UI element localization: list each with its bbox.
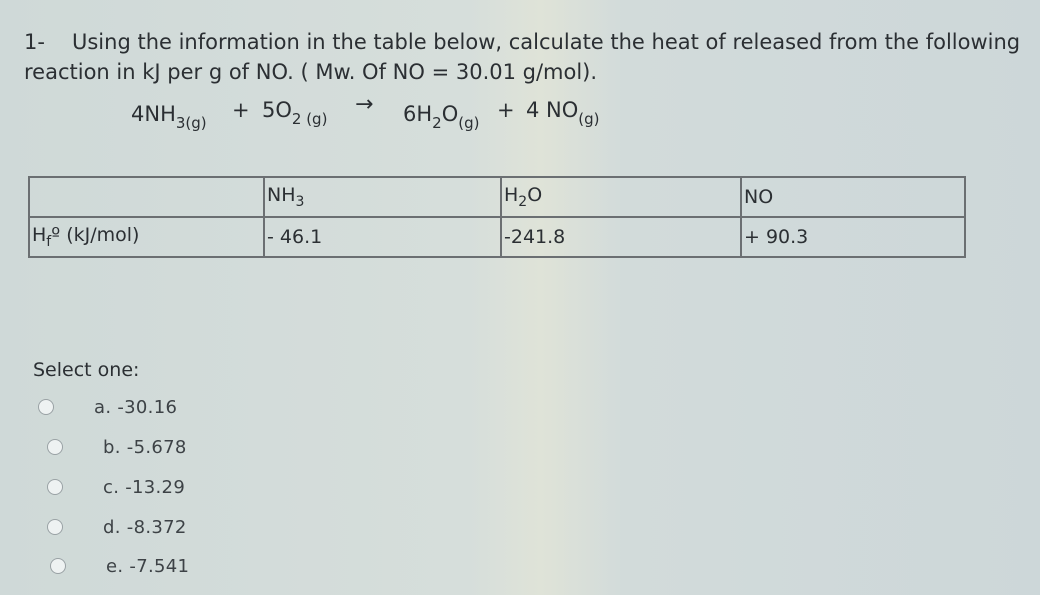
option-d-label: d. -8.372	[103, 516, 187, 538]
product-h2o-subscript: 2	[432, 114, 442, 132]
question-number: 1-	[24, 30, 45, 54]
product-no	[526, 98, 600, 128]
product-h2o-oxygen: O	[441, 102, 459, 126]
option-c[interactable]	[47, 472, 185, 502]
option-e[interactable]	[50, 551, 189, 581]
cell-nh3-value: - 46.1	[264, 217, 501, 257]
option-a-label: a. -30.16	[94, 396, 178, 418]
h2o-label: H	[504, 184, 519, 206]
table-header-empty	[29, 177, 264, 217]
reaction-arrow: →	[355, 92, 374, 117]
enthalpy-table	[28, 176, 966, 258]
reactant-o2	[262, 98, 327, 128]
reaction-equation	[0, 92, 1040, 138]
nh3-subscript: 3	[295, 194, 305, 210]
reactant-o2-subscript: 2 (g)	[291, 110, 328, 128]
product-no-formula: 4 NO	[526, 98, 579, 122]
reactant-nh3	[131, 102, 207, 132]
table-header-nh3	[264, 177, 501, 217]
product-h2o	[403, 102, 479, 132]
table-header-h2o	[501, 177, 741, 217]
radio-button-c[interactable]	[47, 479, 63, 495]
option-d[interactable]	[47, 512, 187, 542]
option-c-label: c. -13.29	[103, 476, 186, 498]
select-one-label: Select one:	[33, 359, 140, 381]
cell-h2o-value: -241.8	[501, 217, 741, 257]
option-b[interactable]	[47, 432, 187, 462]
row-label-main: H	[32, 224, 47, 246]
radio-button-a[interactable]	[38, 399, 54, 415]
option-b-label: b. -5.678	[103, 436, 187, 458]
option-e-label: e. -7.541	[106, 555, 190, 577]
row-label-subscript: f	[46, 234, 52, 250]
h2o-subscript: 2	[518, 194, 528, 210]
h2o-label-tail: O	[527, 184, 543, 206]
radio-button-d[interactable]	[47, 519, 63, 535]
reactant-o2-formula: 5O	[262, 98, 292, 122]
table-header-row	[29, 177, 965, 217]
nh3-label: NH	[267, 184, 296, 206]
row-label-unit: º (kJ/mol)	[51, 224, 140, 246]
cell-no-value: + 90.3	[741, 217, 965, 257]
reactant-nh3-formula: 4NH	[131, 102, 176, 126]
question-line-1-text: Using the information in the table below, calculate the heat of released from the following	[72, 30, 1021, 54]
reactant-nh3-subscript: 3(g)	[175, 114, 207, 132]
question-text	[24, 27, 1024, 87]
product-no-subscript: (g)	[578, 110, 600, 128]
radio-button-e[interactable]	[50, 558, 66, 574]
product-h2o-state: (g)	[458, 114, 480, 132]
row-label-enthalpy	[29, 217, 264, 257]
option-a[interactable]	[38, 392, 177, 422]
radio-button-b[interactable]	[47, 439, 63, 455]
question-line-1	[24, 27, 1024, 57]
plus-sign-1: +	[232, 98, 250, 122]
plus-sign-2: +	[497, 98, 515, 122]
table-row	[29, 217, 965, 257]
product-h2o-formula: 6H	[403, 102, 433, 126]
question-line-2: reaction in kJ per g of NO. ( Mw. Of NO = 30.01 g/mol).	[24, 60, 598, 84]
table-header-no: NO	[741, 177, 965, 217]
